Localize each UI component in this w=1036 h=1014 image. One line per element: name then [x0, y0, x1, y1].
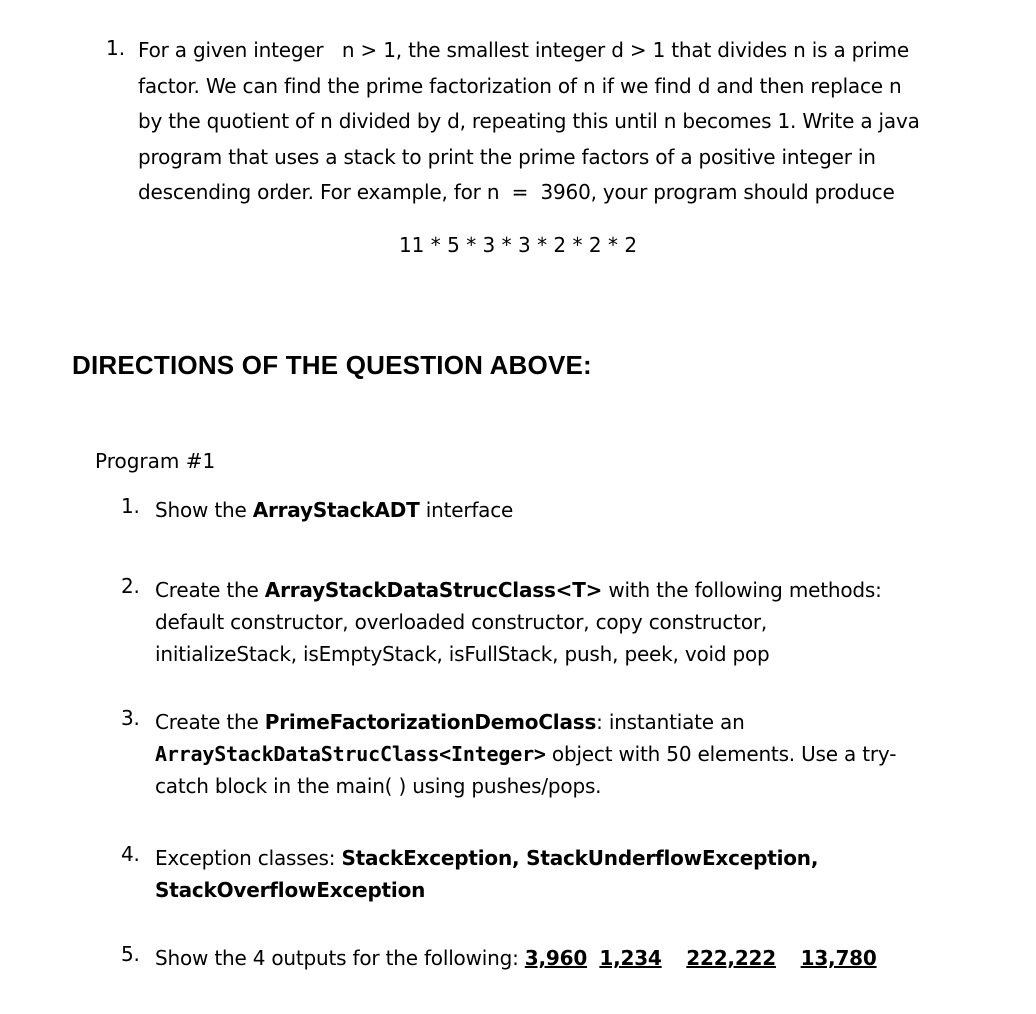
- step-text-part: interface: [419, 498, 514, 522]
- step-text-part: : instantiate an: [596, 710, 745, 734]
- output-value: 13,780: [800, 946, 877, 970]
- step-code-term: ArrayStackDataStrucClass<Integer>: [155, 742, 546, 766]
- step-text: [155, 842, 985, 906]
- step-text-line: default constructor, overloaded constructor, copy constructor,: [155, 610, 768, 634]
- step-number: 2.: [121, 574, 140, 598]
- directions-heading: DIRECTIONS OF THE QUESTION ABOVE:: [72, 350, 592, 380]
- output-value: 222,222: [686, 946, 776, 970]
- step-text-part: Show the: [155, 498, 253, 522]
- output-value: 3,960: [524, 946, 588, 970]
- step-text: [155, 494, 985, 526]
- question-line: program that uses a stack to print the prime factors of a positive integer in: [138, 144, 876, 169]
- question-line: descending order. For example, for n = 3960, your program should produce: [138, 180, 895, 204]
- step-number: 1.: [121, 494, 140, 518]
- step-text: [155, 706, 985, 802]
- step-number: 4.: [121, 842, 140, 866]
- step-bold-term: ArrayStackADT: [252, 498, 420, 522]
- step-text-part: with the following methods:: [602, 578, 882, 602]
- example-output: 11 * 5 * 3 * 3 * 2 * 2 * 2: [398, 233, 638, 257]
- step-text-part: Create the: [155, 578, 265, 602]
- step-bold-term: ArrayStackDataStrucClass<T>: [264, 578, 603, 602]
- step-text: [155, 942, 985, 974]
- step-text-part: object with 50 elements. Use a try-: [545, 742, 897, 766]
- question-line: For a given integer n > 1, the smallest integer d > 1 that divides n is a prime: [138, 38, 909, 62]
- step-text-line: initializeStack, isEmptyStack, isFullStack, push, peek, void pop: [155, 642, 770, 666]
- step-text-part: Exception classes:: [155, 846, 342, 870]
- question-line: by the quotient of n divided by d, repeating this until n becomes 1. Write a java: [138, 109, 920, 133]
- question-line: factor. We can find the prime factorization of n if we find d and then replace n: [138, 73, 902, 98]
- program-label: Program #1: [95, 449, 216, 473]
- step-bold-term: PrimeFactorizationDemoClass: [264, 710, 597, 734]
- step-number: 5.: [121, 942, 140, 966]
- step-text-part: Show the 4 outputs for the following:: [155, 946, 525, 970]
- step-text: [155, 574, 985, 670]
- step-text-line: catch block in the main( ) using pushes/pops.: [155, 774, 602, 798]
- step-bold-term: StackOverflowException: [155, 878, 426, 902]
- step-text-part: Create the: [155, 710, 265, 734]
- question-text: [138, 33, 998, 211]
- question-number: 1.: [106, 36, 126, 60]
- output-value: 1,234: [599, 946, 662, 970]
- step-bold-term: StackException, StackUnderflowException,: [341, 846, 819, 870]
- step-number: 3.: [121, 706, 140, 730]
